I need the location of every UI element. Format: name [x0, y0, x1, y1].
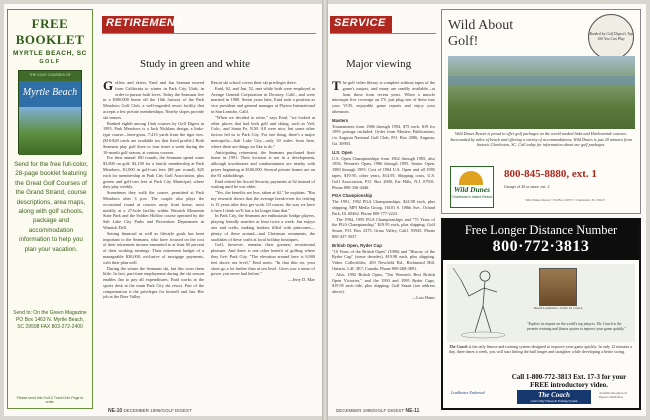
booklet-body: Send for the free full-color, 28-page booklet featuring the Great Golf Courses of the Grand Strand, course descriptions, area maps, along with golf schools, package and accommodation information to help you plan your vacation.	[14, 161, 88, 253]
retirement-section-bar	[102, 16, 183, 33]
service-paragraph: The 1991, 1992 PGA Championships, $24.98 each, plus shipping. MPI Media Group, 16101 S. 108th Ave., Orland Park, Ill. 60462. Phone 800-777-2223.	[332, 199, 435, 216]
service-subhead: British Open, Ryder Cup	[332, 242, 382, 248]
golfer-sketch-icon	[449, 266, 519, 340]
ocean-band	[448, 76, 635, 86]
booklet-location: MYRTLE BEACH, SC	[13, 50, 87, 57]
service-section-label: SERVICE	[334, 17, 386, 29]
article-paragraph: For their annual 180 rounds, the Seamans spend some $3,800 on golf: $2,100 for a family membership at Park Meadows, $1,000 in golf-cart fees ($8 per round), $25 each for membership in Park City Golf Association, plus greens and golf-cart fees at Park City Municipal, where they play weekly.	[103, 155, 204, 190]
article-paragraph: Enid retired his Social Security payments at 62 instead of waiting until he was older.	[211, 178, 315, 190]
coach-header	[443, 220, 639, 260]
retirement-column-1	[103, 80, 204, 300]
article-paragraph: Setting financial as well as lifestyle goals has been important to the Seamans, who have focused on the cost of their retirement income amounted to at least 60 percent of their working earnings. Their retirement budget of a manageable $30,000, exclusive of mortgage payments, with their plan well.	[103, 230, 204, 265]
left-folio-publication: DECEMBER 1995/GOLF DIGEST	[123, 408, 192, 413]
booklet-ad[interactable]	[7, 9, 93, 409]
ranking-badge-text: Ranked by Golf Digest's Top 100 You Can Play	[589, 32, 633, 41]
wild-dunes-logo-tagline: Charleston's Island Resort	[451, 195, 493, 199]
coach-quote: "Explore its impact on the world's top players. The Coach is the premier training and fitness system to improve your game quickly."	[527, 322, 626, 331]
service-paragraph: U.S. Open Championships from 1962 through 1995, also 1956, Women's Open, 1986 through 1995. Senior Open, 1980 through 1995. Cost of 1994 U.S. Open and all 1995 tapes, $19.95; other years, $14.95. Shipping costs, U.S. Golf Association, P.O. Box 2000, Far Hills, N.J. 07931. Phone 800-336-4446.	[332, 155, 435, 190]
sun-icon	[459, 171, 483, 185]
leadbetter-photo	[539, 268, 577, 306]
article-paragraph: Golf, however, remains their greatest recreational pleasure. And there is one other benefit of golfing where they live: Park City. "The elevation around here is 6,900 feet above sea level," Enid notes. "In that thin air, your shots go a lot farther than at sea level. Gives you a sense of power you never had before."	[211, 242, 315, 277]
service-paragraph: Tournaments from 1986 through 1994, $75 each. $19 for 1995 postage included. Order from Masters Publications, c/o Augusta National Golf Club, P.O. Box 2086, Augusta, Ga. 30903.	[332, 123, 435, 146]
retirement-rule	[102, 33, 316, 34]
coach-phone-number[interactable]: 800·772·3813	[492, 238, 590, 255]
leadbetter-logo: Leadbetter Endorsed	[451, 390, 485, 395]
booklet-cover-photo	[19, 107, 81, 155]
wild-dunes-logo	[450, 166, 494, 208]
article-paragraph: Sometimes they walk the course, permitted at Park Meadows after 3 p.m. The couple also plays the occasional round at courses away from home, most notably at a 27-hole facility within Wasatch Mountain State Park and the Soldier Hollow course operated by the Salt Lake City Parks and Recreation Department in Wasatch Dell.	[103, 190, 204, 230]
retirement-section-label: RETIREMENT	[106, 17, 183, 29]
article-paragraph: he golf video library is complete without tapes of the game's majors, and many are readily available—at least those from recent years. When a muscle interrupts live coverage on TV, just plug one of these into your VCR, enjoyable game reports and enjoy your afternoon.	[332, 80, 435, 114]
coach-copy-text: is the only fitness and training system designed to improve your game quickly. In only 12 minutes a day, three times a week, you will start hitting the ball longer and straighter while developing a better swing.	[449, 344, 633, 355]
booklet-cover-title: Myrtle Beach	[22, 87, 78, 98]
retirement-column-2	[211, 80, 315, 283]
article-paragraph: Anticipating retirement, the Seamans purchased their home in 1991. Their location is not in a development, although townhouses and condominiums are nearby with prices beginning at $160,000. Several private homes are on the 81 subholdings.	[211, 149, 315, 178]
service-byline: —Lois Hains	[411, 294, 435, 300]
wild-dunes-logo-name: Wild Dunes	[453, 185, 491, 194]
booklet-golf: GOLF	[39, 59, 61, 65]
service-paragraph: "10 Years of the British Open" (1986) and "History of the Ryder Cup" (some decades), $19.98 each, plus shipping. Video Collectibles, 200 Newfield Rd., Richmond Hill, Ontario, L4C 3E7, Canada. Phone 800-268-3891.	[332, 248, 435, 271]
coach-copy-brand: The Coach	[449, 344, 468, 349]
article-paragraph: Ranked eighth among Utah courses by Golf Digest in 1995, Park Meadows is a Jack Nicklaus design, a links-type course—bent-grass, 7,413 yards from the tiger tees. ($16-$20 cards are available too that fixed profile.) Both Seamans play golf three or four times a week during the 10-month golf season, at various courses.	[103, 120, 204, 155]
right-page-number: NE-11	[405, 408, 420, 414]
wild-ad-title-2: Golf!	[448, 34, 479, 49]
article-paragraph: "Yes, the benefits are less, taken at 62," he explains. "But my research shows that the average break-even for retiring is 15 years after they get work. Of course, the way we have it here I think we'll last a lot longer than that."	[211, 190, 315, 213]
service-subhead: U.S. Open	[332, 149, 353, 155]
coach-photo-caption: David Leadbetter, Golf's #1 Coach	[533, 306, 583, 310]
left-page-number: NE-10	[108, 408, 123, 414]
service-column	[332, 80, 435, 301]
service-dropcap: T	[332, 78, 341, 93]
right-folio-publication: DECEMBER 1995/GOLF DIGEST	[336, 408, 405, 413]
ranking-badge	[588, 14, 634, 60]
coach-fine-print: Available through Golf Digest's distribution	[599, 391, 627, 399]
the-coach-logo-tagline: Golf's Only Fitness & Training System	[530, 399, 578, 403]
article-paragraph: In Park City, the Seamans are enthusiastic bridge players, playing friendly matches at least twice a week. Jan enjoys arts and crafts, making baskets filled with pinecones—plenty of these around—and Christmas ornaments, the snoflakes of these crafts at local holiday boutiques.	[211, 213, 315, 242]
wild-ad-group-phone: Groups of 20 or more, ext. 2	[504, 184, 550, 189]
wild-ad-title-1: Wild About	[448, 18, 514, 33]
service-subhead: PGA Championship	[332, 193, 373, 199]
coach-illustration-area	[447, 264, 635, 342]
service-rule	[330, 33, 436, 34]
wild-dunes-ad[interactable]	[441, 9, 641, 214]
article-paragraph: "When we decided to retire," says Enid, "we looked at other places that had both golf and skiing, such as Vail, Colo., and Santa Fe, N.M. All were nice, but some other factors led us to Park City. For one thing, there's a major metropolis—Salt Lake City—only 30 miles from here, where there are things we like to do."	[211, 114, 315, 149]
booklet-fine-print: Please send this Golf & Travel Info Page to order.	[16, 396, 84, 404]
article-paragraph: Resort ski school covers their ski privileges there.	[211, 80, 297, 85]
right-page	[328, 4, 646, 416]
service-paragraph: Also, 1992 British Open, "Ten Women's Best British Open Victories," and the 1993 and 1995 Ryder Cups, $19.95 each title, plus shipping. Golf Smart (see address above).	[332, 271, 435, 295]
article-paragraph: Enid, 62, and Jan, 52, met while both were employed at Avenge General Corporation in Downey, Calif., and were married in 1980. Seven years later, Enid took a position as vice president and general manager at Phyton International in San Leandro, Calif.	[211, 85, 315, 114]
wild-ad-address: Wild Dunes Resort • PO Box 20575 • Charleston, SC 29413	[525, 198, 605, 202]
coach-headline: Free Longer Distance Number	[464, 223, 618, 237]
the-coach-ad[interactable]	[441, 218, 641, 410]
retirement-headline: Study in green and white	[140, 58, 250, 70]
wild-ad-phone[interactable]: 800-845-8880, ext. 1	[504, 168, 597, 180]
retirement-dropcap: G	[103, 78, 114, 93]
booklet-cover-image	[18, 70, 82, 154]
left-folio	[108, 408, 192, 414]
the-coach-logo	[517, 390, 591, 404]
service-subhead: Masters	[332, 117, 349, 123]
wild-ad-copy: Wild Dunes Resort is proud to offer golf packages on the world ranked links and Harbourside courses. Surrounded by miles of beach and offering a variety of accommodations, Wild Dunes is just 20 minutes from historic Charleston, SC. Call today for information about our golf packages.	[450, 131, 632, 148]
article-paragraph: olfers and skiers, Enid and Jan Seaman moved from California to winter in Park City, Utah, in order to pursue both loves. Today the Seamans live in a $300,000 home off the 16th fairway of the Park Meadows Golf Club, a well-regarded resort facility that accepts a few private memberships. Nearby slopes provide ski venues.	[103, 80, 204, 120]
booklet-headline-free: FREE	[31, 16, 69, 31]
left-page	[4, 4, 322, 416]
right-folio	[336, 408, 419, 414]
booklet-cover-top: THE GOLF COURSES OF	[29, 73, 71, 77]
golf-course-photo	[448, 56, 635, 129]
booklet-headline-booklet: BOOKLET	[15, 32, 85, 47]
coach-call-to-action[interactable]: Call 1-800-772-3813 Ext. 17-3 for your FREE introductory video.	[511, 373, 627, 389]
retirement-byline: —Jerry D. Mae	[288, 277, 315, 283]
service-headline: Major viewing	[346, 58, 412, 70]
article-paragraph: During the winter the Seamans ski, but this costs them little. In fact, part-time employment during the ski season enables Jan to pay all expenditures. Enid works at the sports desk at the main Park City ski resort. Part of the compensation is the privileges for himself and Jan. Her job at the Deer Valley	[103, 265, 204, 300]
booklet-address: Send to: On the Green Magazine PO Box 1463 N. Myrtle Beach, SC 29598 FAX 803-272-2400	[13, 310, 87, 330]
service-section-bar	[330, 16, 392, 33]
coach-copy	[449, 344, 633, 355]
the-coach-logo-name: The Coach	[538, 391, 570, 399]
service-paragraph: The 1994, 1995 PGA Championships and "75 Years of the PGA Championship," $19.95 each, plus shipping. Golf Smart, P.O. Box 2375, Grass Valley, Calif. 95945. Phone 800-437-3037.	[332, 216, 435, 239]
